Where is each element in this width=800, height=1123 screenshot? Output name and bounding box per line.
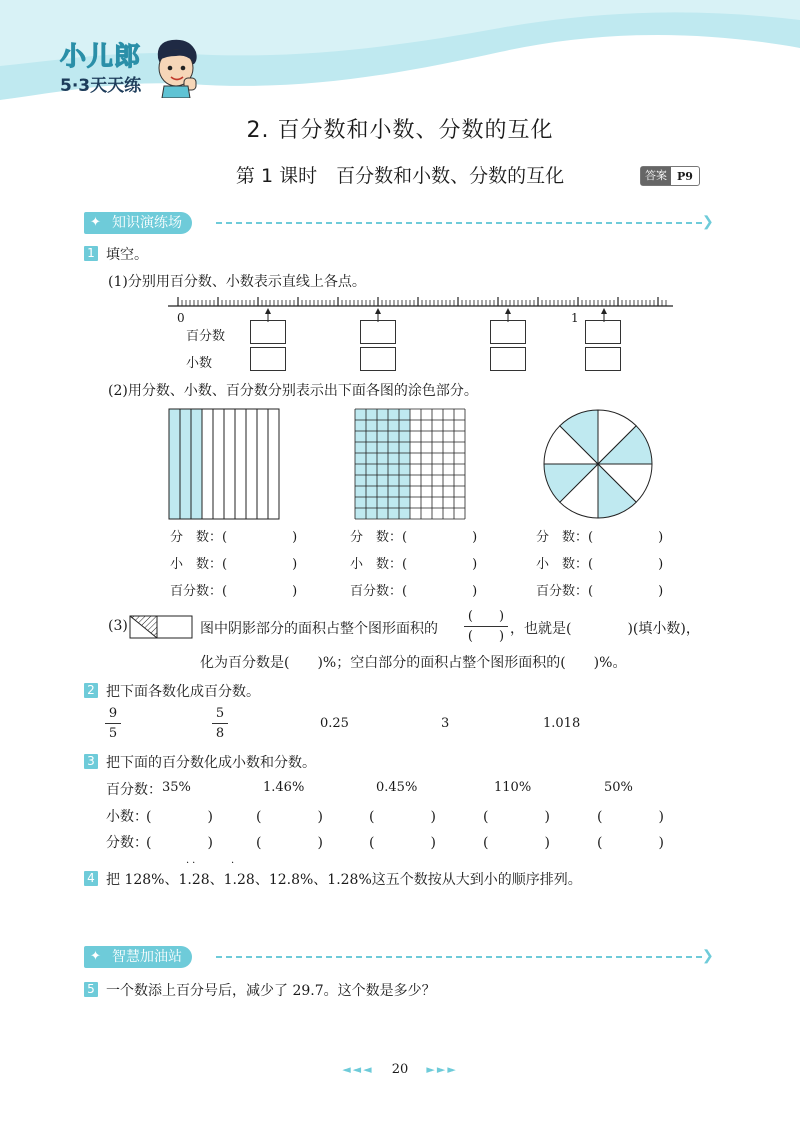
figure-grid [354,408,466,520]
part-text: 化为百分数是( )%；空白部分的面积占整个图形面积的( )%。 [200,655,627,671]
answer-box[interactable] [250,347,286,371]
blank[interactable]: ( ) [483,809,550,825]
fraction-item [105,707,121,740]
percent-item: 50% [604,780,633,795]
fraction-numerator: ( ) [464,610,508,627]
series-name: 5·3天天练 [60,76,142,96]
part-text: (2)用分数、小数、百分数分别表示出下面各图的涂色部分。 [108,383,478,399]
number-item: 1.018 [543,716,581,731]
question-text: 把 128%、1.28、1.28、12.8%、1.28%这五个数按从大到小的顺序排列。 [106,872,582,888]
page-footer [0,1062,800,1077]
blank[interactable]: ( ) [256,809,323,825]
fraction-label: 分 数：( ) [536,530,664,545]
percent-label: 百分数：( ) [350,584,478,599]
blank[interactable]: ( ) [146,809,213,825]
part-number: (3) [108,618,128,634]
fraction-numerator: 9 [105,707,121,724]
question-text: 把下面的百分数化成小数和分数。 [106,755,316,771]
row-label: 小数： [106,809,148,825]
decimal-label: 小 数：( ) [170,557,298,572]
blank[interactable]: ( ) [597,835,664,851]
row-label: 百分数： [106,782,162,798]
lesson-title: 2. 百分数和小数、分数的互化 [246,118,554,143]
section-divider [216,956,702,958]
part-text: 图中阴影部分的面积占整个图形面积的 [200,621,438,637]
row-label: 分数： [106,835,148,851]
blank[interactable]: ( ) [369,835,436,851]
row-label-decimal: 小数 [186,356,213,371]
repeating-decimal-dot: · [231,858,235,869]
question-text: 一个数添上百分号后，减少了 29.7。这个数是多少？ [106,983,436,999]
fraction-denominator: ( ) [467,629,505,644]
question-number: 3 [84,754,98,769]
answer-box[interactable] [360,320,396,344]
figure-strips [168,408,280,520]
part-text: (1)分别用百分数、小数表示直线上各点。 [108,274,366,290]
section-label-challenge: 智慧加油站 [84,946,192,968]
percent-label: 百分数：( ) [170,584,298,599]
answer-box[interactable] [250,320,286,344]
repeating-decimal-dots: ·· [186,858,199,869]
fraction-denominator: 8 [215,726,225,741]
question-number: 5 [84,982,98,997]
lesson-subtitle: 第 1 课时 百分数和小数、分数的互化 [235,165,565,187]
question-text: 填空。 [106,247,148,263]
answer-box[interactable] [490,347,526,371]
blank[interactable]: ( ) [597,809,664,825]
answer-label: 答案 [641,167,671,185]
answer-box[interactable] [490,320,526,344]
blank[interactable]: ( ) [146,835,213,851]
answer-box[interactable] [360,347,396,371]
blank[interactable]: ( ) [256,835,323,851]
percent-item: 0.45% [376,780,418,795]
number-line-one-label: 1 [571,311,579,325]
section-header-challenge [84,946,714,968]
chevron-right-icon: ❯ [702,948,714,964]
question-number: 1 [84,246,98,261]
section-header-practice [84,212,714,234]
figure-circle [538,408,658,520]
fraction-label: 分 数：( ) [170,530,298,545]
fraction-label: 分 数：( ) [350,530,478,545]
answer-page: P9 [677,169,693,183]
blank[interactable]: ( ) [483,835,550,851]
fraction-denominator: 5 [108,726,118,741]
decimal-label: 小 数：( ) [536,557,664,572]
next-arrows-icon: ►►► [426,1063,458,1076]
decimal-label: 小 数：( ) [350,557,478,572]
percent-item: 1.46% [263,780,305,795]
page-number: 20 [391,1062,409,1077]
fraction-numerator: 5 [212,707,228,724]
question-number: 2 [84,683,98,698]
answer-reference [640,166,700,186]
percent-item: 110% [494,780,532,795]
question-text: 把下面各数化成百分数。 [106,684,260,700]
answer-box[interactable] [585,347,621,371]
number-line-zero-label: 0 [177,311,185,325]
sparkle-icon: ✦ [90,215,101,230]
fraction-item [212,707,228,740]
percent-item: 35% [162,780,191,795]
mascot-boy-icon [150,38,202,98]
prev-arrows-icon: ◄◄◄ [342,1063,374,1076]
figure-rectangle-shaded [129,615,193,639]
sparkle-icon: ✦ [90,949,101,964]
question-number: 4 [84,871,98,886]
chevron-right-icon: ❯ [702,214,714,230]
part-text: ，也就是( )(填小数)， [510,621,700,637]
answer-box[interactable] [585,320,621,344]
percent-label: 百分数：( ) [536,584,664,599]
blank[interactable]: ( ) [369,809,436,825]
number-item: 0.25 [320,716,349,731]
row-label-percent: 百分数 [186,329,226,344]
section-divider [216,222,702,224]
number-item: 3 [441,716,450,731]
fraction-blank[interactable] [464,610,508,643]
brand-logo [60,36,141,96]
logo-text: 小儿郎 [60,42,142,72]
section-label-practice: 知识演练场 [84,212,192,234]
